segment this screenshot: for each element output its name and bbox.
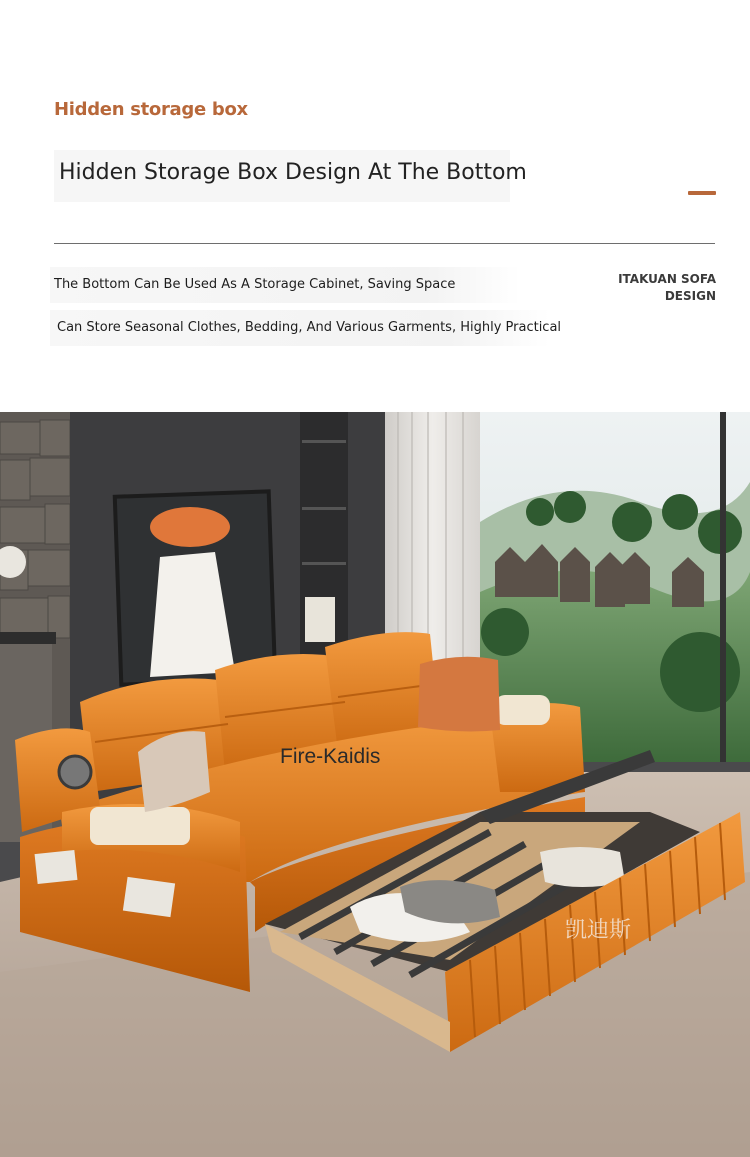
description-line-2: Can Store Seasonal Clothes, Bedding, And Various Garments, Highly Practical <box>57 320 562 335</box>
description-line-1: The Bottom Can Be Used As A Storage Cabinet, Saving Space <box>54 277 456 292</box>
header-section <box>0 0 750 412</box>
page-title: Hidden Storage Box Design At The Bottom <box>59 160 527 185</box>
accent-bar <box>688 191 716 195</box>
brand-line-1: ITAKUAN SOFA <box>618 272 716 286</box>
section-kicker: Hidden storage box <box>54 99 248 120</box>
logo-watermark: 凯迪斯 <box>565 918 632 943</box>
brand-label <box>618 271 716 305</box>
brand-line-2: DESIGN <box>664 289 716 303</box>
divider <box>54 243 715 244</box>
brand-watermark: Fire-Kaidis <box>280 745 381 768</box>
sofa-photo <box>0 412 750 1157</box>
